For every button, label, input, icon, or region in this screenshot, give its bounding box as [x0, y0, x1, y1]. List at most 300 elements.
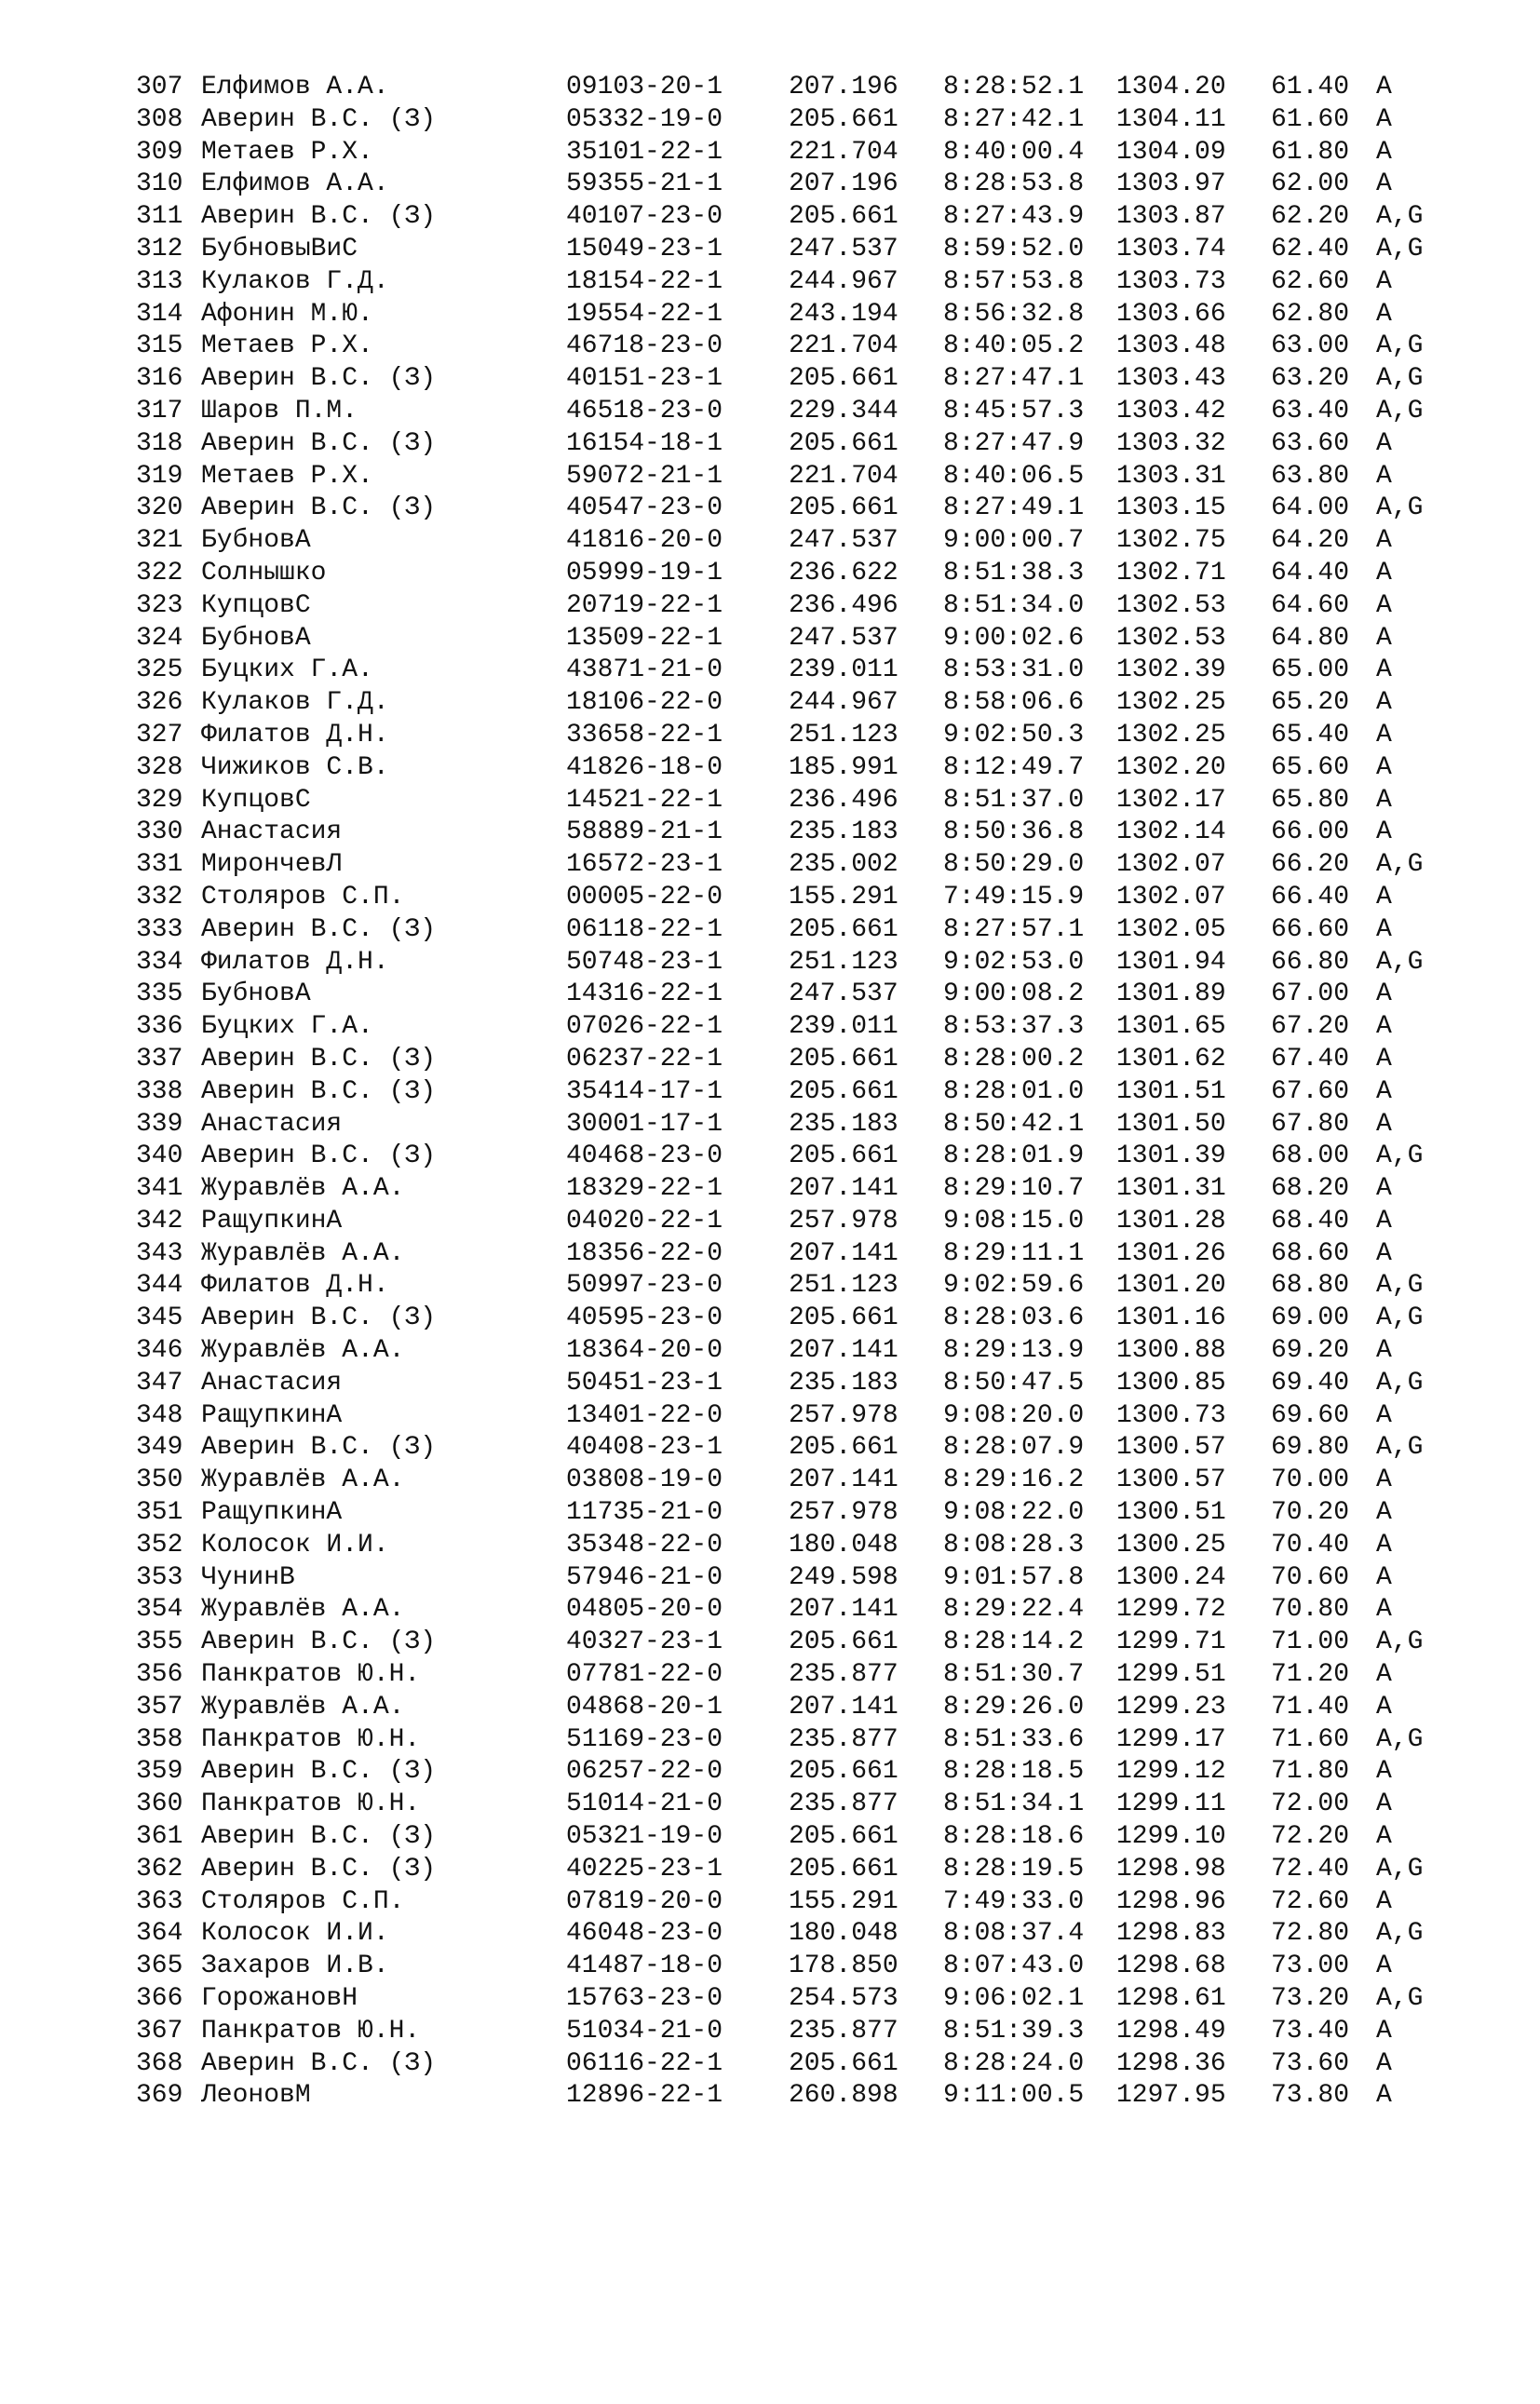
speed-cell: 1298.49	[1116, 2016, 1226, 2046]
place-cell: 345	[136, 1303, 183, 1333]
arrival-time-cell: 8:56:32.8	[943, 299, 1085, 329]
result-row	[0, 1011, 1540, 1044]
arrival-time-cell: 8:51:38.3	[943, 558, 1085, 587]
distance-cell: 235.183	[789, 1109, 898, 1139]
result-row	[0, 1951, 1540, 1983]
fancier-name-cell: ЧунинВ	[201, 1562, 295, 1592]
arrival-time-cell: 8:53:37.3	[943, 1012, 1085, 1042]
fancier-name-cell: Аверин В.С. (З)	[201, 1854, 437, 1884]
distance-cell: 254.573	[789, 1984, 898, 2014]
speed-cell: 1302.20	[1116, 752, 1226, 782]
arrival-time-cell: 8:51:33.6	[943, 1724, 1085, 1754]
result-row	[0, 1821, 1540, 1854]
place-cell: 320	[136, 493, 183, 523]
result-row	[0, 558, 1540, 590]
category-flag-cell: A,G	[1376, 331, 1424, 361]
coefficient-cell: 68.80	[1271, 1271, 1350, 1301]
arrival-time-cell: 8:08:37.4	[943, 1919, 1085, 1949]
arrival-time-cell: 8:29:13.9	[943, 1336, 1085, 1366]
arrival-time-cell: 8:29:26.0	[943, 1692, 1085, 1722]
category-flag-cell: A	[1376, 1498, 1392, 1528]
coefficient-cell: 63.80	[1271, 461, 1350, 491]
place-cell: 354	[136, 1595, 183, 1625]
coefficient-cell: 62.00	[1271, 169, 1350, 199]
place-cell: 318	[136, 428, 183, 458]
place-cell: 363	[136, 1886, 183, 1916]
result-row	[0, 2048, 1540, 2081]
distance-cell: 257.978	[789, 1400, 898, 1430]
coefficient-cell: 66.40	[1271, 882, 1350, 912]
distance-cell: 207.141	[789, 1238, 898, 1268]
result-row	[0, 104, 1540, 137]
ring-number-cell: 40225-23-1	[566, 1854, 723, 1884]
category-flag-cell: A	[1376, 1789, 1392, 1819]
place-cell: 351	[136, 1498, 183, 1528]
coefficient-cell: 69.40	[1271, 1368, 1350, 1398]
fancier-name-cell: Аверин В.С. (З)	[201, 1627, 437, 1657]
result-row	[0, 1983, 1540, 2016]
category-flag-cell: A,G	[1376, 1368, 1424, 1398]
ring-number-cell: 06116-22-1	[566, 2048, 723, 2078]
ring-number-cell: 35101-22-1	[566, 137, 723, 167]
results-table	[0, 72, 1540, 2113]
category-flag-cell: A	[1376, 979, 1392, 1009]
distance-cell: 205.661	[789, 493, 898, 523]
distance-cell: 260.898	[789, 2081, 898, 2111]
speed-cell: 1299.23	[1116, 1692, 1226, 1722]
arrival-time-cell: 9:01:57.8	[943, 1562, 1085, 1592]
fancier-name-cell: Аверин В.С. (З)	[201, 1303, 437, 1333]
result-row	[0, 1076, 1540, 1109]
fancier-name-cell: Буцких Г.А.	[201, 655, 373, 685]
coefficient-cell: 67.60	[1271, 1076, 1350, 1106]
category-flag-cell: A	[1376, 2048, 1392, 2078]
fancier-name-cell: РащупкинА	[201, 1206, 343, 1236]
ring-number-cell: 06257-22-0	[566, 1757, 723, 1787]
category-flag-cell: A	[1376, 558, 1392, 587]
place-cell: 367	[136, 2016, 183, 2046]
ring-number-cell: 04868-20-1	[566, 1692, 723, 1722]
result-row	[0, 72, 1540, 104]
fancier-name-cell: БубновА	[201, 526, 311, 556]
coefficient-cell: 67.00	[1271, 979, 1350, 1009]
distance-cell: 207.196	[789, 169, 898, 199]
place-cell: 327	[136, 720, 183, 750]
place-cell: 329	[136, 785, 183, 815]
distance-cell: 221.704	[789, 137, 898, 167]
place-cell: 311	[136, 202, 183, 232]
fancier-name-cell: Аверин В.С. (З)	[201, 1141, 437, 1171]
category-flag-cell: A	[1376, 882, 1392, 912]
coefficient-cell: 70.00	[1271, 1465, 1350, 1495]
result-row	[0, 201, 1540, 234]
fancier-name-cell: Колосок И.И.	[201, 1530, 389, 1560]
place-cell: 346	[136, 1336, 183, 1366]
category-flag-cell: A	[1376, 623, 1392, 653]
distance-cell: 235.877	[789, 1724, 898, 1754]
distance-cell: 205.661	[789, 1822, 898, 1852]
coefficient-cell: 72.60	[1271, 1886, 1350, 1916]
arrival-time-cell: 8:27:43.9	[943, 202, 1085, 232]
category-flag-cell: A,G	[1376, 396, 1424, 425]
speed-cell: 1298.61	[1116, 1984, 1226, 2014]
place-cell: 330	[136, 817, 183, 847]
speed-cell: 1303.48	[1116, 331, 1226, 361]
place-cell: 356	[136, 1660, 183, 1690]
speed-cell: 1303.42	[1116, 396, 1226, 425]
speed-cell: 1299.10	[1116, 1822, 1226, 1852]
speed-cell: 1301.31	[1116, 1174, 1226, 1204]
arrival-time-cell: 8:51:34.0	[943, 590, 1085, 620]
coefficient-cell: 73.20	[1271, 1984, 1350, 2014]
category-flag-cell: A,G	[1376, 234, 1424, 263]
category-flag-cell: A,G	[1376, 364, 1424, 394]
speed-cell: 1301.51	[1116, 1076, 1226, 1106]
fancier-name-cell: Аверин В.С. (З)	[201, 1757, 437, 1787]
place-cell: 344	[136, 1271, 183, 1301]
distance-cell: 205.661	[789, 1044, 898, 1074]
category-flag-cell: A	[1376, 914, 1392, 944]
speed-cell: 1298.96	[1116, 1886, 1226, 1916]
speed-cell: 1298.83	[1116, 1919, 1226, 1949]
result-row	[0, 1206, 1540, 1238]
result-row	[0, 1400, 1540, 1433]
speed-cell: 1301.39	[1116, 1141, 1226, 1171]
arrival-time-cell: 8:27:57.1	[943, 914, 1085, 944]
ring-number-cell: 46048-23-0	[566, 1919, 723, 1949]
arrival-time-cell: 8:28:24.0	[943, 2048, 1085, 2078]
fancier-name-cell: Филатов Д.Н.	[201, 947, 389, 977]
result-row	[0, 1303, 1540, 1335]
result-row	[0, 1594, 1540, 1627]
result-row	[0, 1173, 1540, 1206]
speed-cell: 1302.05	[1116, 914, 1226, 944]
category-flag-cell: A	[1376, 1109, 1392, 1139]
arrival-time-cell: 8:45:57.3	[943, 396, 1085, 425]
place-cell: 347	[136, 1368, 183, 1398]
fancier-name-cell: Елфимов А.А.	[201, 73, 389, 101]
result-row	[0, 1627, 1540, 1659]
ring-number-cell: 16572-23-1	[566, 850, 723, 880]
speed-cell: 1300.57	[1116, 1465, 1226, 1495]
distance-cell: 243.194	[789, 299, 898, 329]
category-flag-cell: A	[1376, 1044, 1392, 1074]
fancier-name-cell: Солнышко	[201, 558, 327, 587]
result-row	[0, 363, 1540, 396]
category-flag-cell: A,G	[1376, 947, 1424, 977]
ring-number-cell: 18356-22-0	[566, 1238, 723, 1268]
arrival-time-cell: 7:49:33.0	[943, 1886, 1085, 1916]
arrival-time-cell: 8:40:05.2	[943, 331, 1085, 361]
result-row	[0, 1335, 1540, 1368]
speed-cell: 1302.07	[1116, 850, 1226, 880]
ring-number-cell: 41487-18-0	[566, 1952, 723, 1981]
ring-number-cell: 18154-22-1	[566, 266, 723, 296]
arrival-time-cell: 8:27:47.1	[943, 364, 1085, 394]
ring-number-cell: 00005-22-0	[566, 882, 723, 912]
category-flag-cell: A	[1376, 137, 1392, 167]
fancier-name-cell: Аверин В.С. (З)	[201, 364, 437, 394]
ring-number-cell: 40595-23-0	[566, 1303, 723, 1333]
speed-cell: 1300.25	[1116, 1530, 1226, 1560]
category-flag-cell: A,G	[1376, 493, 1424, 523]
place-cell: 343	[136, 1238, 183, 1268]
arrival-time-cell: 8:58:06.6	[943, 688, 1085, 718]
ring-number-cell: 59072-21-1	[566, 461, 723, 491]
result-row	[0, 266, 1540, 299]
ring-number-cell: 07026-22-1	[566, 1012, 723, 1042]
fancier-name-cell: Аверин В.С. (З)	[201, 1822, 437, 1852]
place-cell: 324	[136, 623, 183, 653]
arrival-time-cell: 9:08:20.0	[943, 1400, 1085, 1430]
ring-number-cell: 51034-21-0	[566, 2016, 723, 2046]
ring-number-cell: 50748-23-1	[566, 947, 723, 977]
speed-cell: 1298.98	[1116, 1854, 1226, 1884]
place-cell: 333	[136, 914, 183, 944]
place-cell: 328	[136, 752, 183, 782]
category-flag-cell: A	[1376, 266, 1392, 296]
fancier-name-cell: Афонин М.Ю.	[201, 299, 373, 329]
arrival-time-cell: 8:28:52.1	[943, 73, 1085, 101]
ring-number-cell: 07781-22-0	[566, 1660, 723, 1690]
distance-cell: 205.661	[789, 1076, 898, 1106]
ring-number-cell: 50997-23-0	[566, 1271, 723, 1301]
coefficient-cell: 69.80	[1271, 1433, 1350, 1463]
fancier-name-cell: Журавлёв А.А.	[201, 1238, 405, 1268]
result-row	[0, 1854, 1540, 1886]
arrival-time-cell: 9:11:00.5	[943, 2081, 1085, 2111]
category-flag-cell: A,G	[1376, 1984, 1424, 2014]
category-flag-cell: A	[1376, 752, 1392, 782]
ring-number-cell: 40408-23-1	[566, 1433, 723, 1463]
coefficient-cell: 70.60	[1271, 1562, 1350, 1592]
place-cell: 323	[136, 590, 183, 620]
distance-cell: 247.537	[789, 623, 898, 653]
result-row	[0, 785, 1540, 817]
category-flag-cell: A	[1376, 73, 1392, 101]
result-row	[0, 1432, 1540, 1465]
category-flag-cell: A	[1376, 104, 1392, 134]
category-flag-cell: A	[1376, 590, 1392, 620]
fancier-name-cell: БубновыВиС	[201, 234, 358, 263]
ring-number-cell: 12896-22-1	[566, 2081, 723, 2111]
fancier-name-cell: Журавлёв А.А.	[201, 1336, 405, 1366]
speed-cell: 1297.95	[1116, 2081, 1226, 2111]
place-cell: 348	[136, 1400, 183, 1430]
coefficient-cell: 66.60	[1271, 914, 1350, 944]
place-cell: 336	[136, 1012, 183, 1042]
category-flag-cell: A,G	[1376, 1271, 1424, 1301]
coefficient-cell: 64.60	[1271, 590, 1350, 620]
distance-cell: 251.123	[789, 720, 898, 750]
ring-number-cell: 58889-21-1	[566, 817, 723, 847]
ring-number-cell: 59355-21-1	[566, 169, 723, 199]
category-flag-cell: A	[1376, 526, 1392, 556]
fancier-name-cell: КупцовС	[201, 590, 311, 620]
ring-number-cell: 40327-23-1	[566, 1627, 723, 1657]
distance-cell: 207.141	[789, 1465, 898, 1495]
distance-cell: 205.661	[789, 1757, 898, 1787]
distance-cell: 205.661	[789, 914, 898, 944]
arrival-time-cell: 8:57:53.8	[943, 266, 1085, 296]
ring-number-cell: 50451-23-1	[566, 1368, 723, 1398]
distance-cell: 155.291	[789, 882, 898, 912]
arrival-time-cell: 8:50:29.0	[943, 850, 1085, 880]
place-cell: 308	[136, 104, 183, 134]
arrival-time-cell: 8:27:49.1	[943, 493, 1085, 523]
result-row	[0, 169, 1540, 201]
ring-number-cell: 35348-22-0	[566, 1530, 723, 1560]
place-cell: 337	[136, 1044, 183, 1074]
category-flag-cell: A	[1376, 461, 1392, 491]
coefficient-cell: 71.60	[1271, 1724, 1350, 1754]
fancier-name-cell: Панкратов Ю.Н.	[201, 1789, 421, 1819]
category-flag-cell: A,G	[1376, 1433, 1424, 1463]
coefficient-cell: 69.00	[1271, 1303, 1350, 1333]
arrival-time-cell: 8:08:28.3	[943, 1530, 1085, 1560]
distance-cell: 207.141	[789, 1174, 898, 1204]
result-row	[0, 461, 1540, 493]
result-row	[0, 623, 1540, 655]
distance-cell: 207.141	[789, 1692, 898, 1722]
result-row	[0, 882, 1540, 914]
arrival-time-cell: 8:51:34.1	[943, 1789, 1085, 1819]
distance-cell: 235.183	[789, 1368, 898, 1398]
result-row	[0, 234, 1540, 266]
arrival-time-cell: 8:51:39.3	[943, 2016, 1085, 2046]
fancier-name-cell: Метаев Р.Х.	[201, 461, 373, 491]
distance-cell: 205.661	[789, 202, 898, 232]
distance-cell: 235.877	[789, 2016, 898, 2046]
result-row	[0, 1659, 1540, 1692]
arrival-time-cell: 8:28:01.9	[943, 1141, 1085, 1171]
fancier-name-cell: Кулаков Г.Д.	[201, 266, 389, 296]
fancier-name-cell: ЛеоновМ	[201, 2081, 311, 2111]
distance-cell: 239.011	[789, 655, 898, 685]
coefficient-cell: 61.80	[1271, 137, 1350, 167]
ring-number-cell: 05999-19-1	[566, 558, 723, 587]
arrival-time-cell: 8:28:14.2	[943, 1627, 1085, 1657]
result-row	[0, 655, 1540, 687]
arrival-time-cell: 8:50:36.8	[943, 817, 1085, 847]
result-row	[0, 687, 1540, 720]
coefficient-cell: 64.80	[1271, 623, 1350, 653]
distance-cell: 221.704	[789, 331, 898, 361]
fancier-name-cell: Чижиков С.В.	[201, 752, 389, 782]
category-flag-cell: A	[1376, 2016, 1392, 2046]
distance-cell: 155.291	[789, 1886, 898, 1916]
place-cell: 361	[136, 1822, 183, 1852]
category-flag-cell: A	[1376, 655, 1392, 685]
place-cell: 332	[136, 882, 183, 912]
ring-number-cell: 40107-23-0	[566, 202, 723, 232]
arrival-time-cell: 8:28:01.0	[943, 1076, 1085, 1106]
result-row	[0, 979, 1540, 1011]
place-cell: 355	[136, 1627, 183, 1657]
arrival-time-cell: 8:29:11.1	[943, 1238, 1085, 1268]
ring-number-cell: 15763-23-0	[566, 1984, 723, 2014]
fancier-name-cell: Журавлёв А.А.	[201, 1174, 405, 1204]
fancier-name-cell: РащупкинА	[201, 1498, 343, 1528]
category-flag-cell: A,G	[1376, 850, 1424, 880]
distance-cell: 251.123	[789, 947, 898, 977]
speed-cell: 1298.36	[1116, 2048, 1226, 2078]
speed-cell: 1302.14	[1116, 817, 1226, 847]
place-cell: 325	[136, 655, 183, 685]
result-row	[0, 590, 1540, 623]
speed-cell: 1303.43	[1116, 364, 1226, 394]
coefficient-cell: 65.20	[1271, 688, 1350, 718]
ring-number-cell: 16154-18-1	[566, 428, 723, 458]
fancier-name-cell: Аверин В.С. (З)	[201, 914, 437, 944]
fancier-name-cell: Кулаков Г.Д.	[201, 688, 389, 718]
coefficient-cell: 65.00	[1271, 655, 1350, 685]
fancier-name-cell: Аверин В.С. (З)	[201, 1076, 437, 1106]
fancier-name-cell: Колосок И.И.	[201, 1919, 389, 1949]
coefficient-cell: 67.20	[1271, 1012, 1350, 1042]
place-cell: 364	[136, 1919, 183, 1949]
coefficient-cell: 73.80	[1271, 2081, 1350, 2111]
ring-number-cell: 14316-22-1	[566, 979, 723, 1009]
ring-number-cell: 18364-20-0	[566, 1336, 723, 1366]
result-row	[0, 1756, 1540, 1789]
speed-cell: 1301.50	[1116, 1109, 1226, 1139]
ring-number-cell: 51169-23-0	[566, 1724, 723, 1754]
result-row	[0, 137, 1540, 169]
place-cell: 365	[136, 1952, 183, 1981]
place-cell: 312	[136, 234, 183, 263]
fancier-name-cell: Метаев Р.Х.	[201, 137, 373, 167]
coefficient-cell: 64.00	[1271, 493, 1350, 523]
fancier-name-cell: Филатов Д.Н.	[201, 720, 389, 750]
result-row	[0, 1918, 1540, 1951]
result-row	[0, 752, 1540, 785]
place-cell: 349	[136, 1433, 183, 1463]
speed-cell: 1301.16	[1116, 1303, 1226, 1333]
arrival-time-cell: 8:28:19.5	[943, 1854, 1085, 1884]
place-cell: 335	[136, 979, 183, 1009]
speed-cell: 1302.25	[1116, 688, 1226, 718]
coefficient-cell: 68.60	[1271, 1238, 1350, 1268]
coefficient-cell: 71.20	[1271, 1660, 1350, 1690]
speed-cell: 1302.39	[1116, 655, 1226, 685]
category-flag-cell: A	[1376, 688, 1392, 718]
distance-cell: 251.123	[789, 1271, 898, 1301]
result-row	[0, 1109, 1540, 1141]
place-cell: 334	[136, 947, 183, 977]
distance-cell: 205.661	[789, 1627, 898, 1657]
category-flag-cell: A,G	[1376, 202, 1424, 232]
coefficient-cell: 72.00	[1271, 1789, 1350, 1819]
category-flag-cell: A	[1376, 785, 1392, 815]
ring-number-cell: 46518-23-0	[566, 396, 723, 425]
ring-number-cell: 20719-22-1	[566, 590, 723, 620]
speed-cell: 1303.15	[1116, 493, 1226, 523]
distance-cell: 235.183	[789, 817, 898, 847]
coefficient-cell: 66.80	[1271, 947, 1350, 977]
arrival-time-cell: 7:49:15.9	[943, 882, 1085, 912]
coefficient-cell: 64.40	[1271, 558, 1350, 587]
ring-number-cell: 13401-22-0	[566, 1400, 723, 1430]
ring-number-cell: 13509-22-1	[566, 623, 723, 653]
category-flag-cell: A	[1376, 428, 1392, 458]
ring-number-cell: 40151-23-1	[566, 364, 723, 394]
coefficient-cell: 72.20	[1271, 1822, 1350, 1852]
category-flag-cell: A	[1376, 1400, 1392, 1430]
arrival-time-cell: 8:27:42.1	[943, 104, 1085, 134]
speed-cell: 1303.32	[1116, 428, 1226, 458]
coefficient-cell: 61.60	[1271, 104, 1350, 134]
